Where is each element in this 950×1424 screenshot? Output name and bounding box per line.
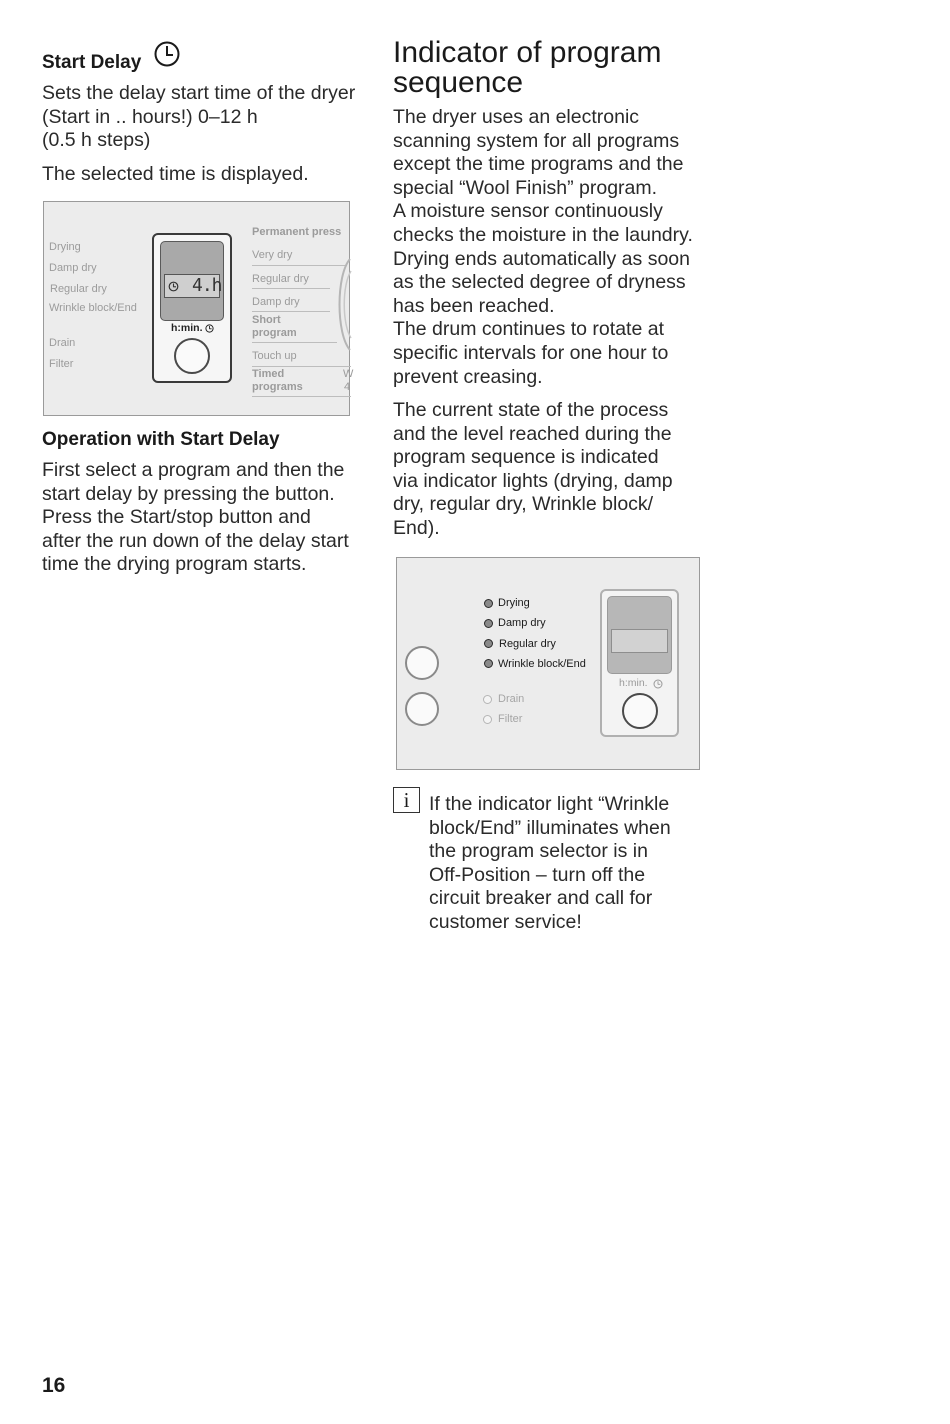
panel1-label-touch-up: Touch up <box>252 350 297 362</box>
indicator-lights-description: The current state of the process and the level reached during the program sequence is indicated via indicator lights (drying, damp dry, regular dry, Wrinkle block/ End). <box>393 399 673 539</box>
panel2-button-upper[interactable] <box>405 646 439 680</box>
display-window <box>160 241 224 321</box>
start-delay-panel-image <box>43 201 354 416</box>
panel2-start-delay-button[interactable] <box>622 693 658 729</box>
lcd-screen <box>164 274 220 298</box>
page-number: 16 <box>42 1374 66 1397</box>
led-drain <box>483 695 492 704</box>
panel1-label-drying: Drying <box>49 241 81 253</box>
panel1-label-programs: programs <box>252 381 303 393</box>
led-label-drain: Drain <box>498 693 525 705</box>
selected-time-text: The selected time is displayed. <box>42 163 309 185</box>
panel1-label-wrinkle-block: Wrinkle block/End <box>49 302 137 314</box>
led-label-wrinkle-block: Wrinkle block/End <box>498 658 586 670</box>
panel1-label-edge-4: 4 <box>344 381 351 393</box>
led-filter <box>483 715 492 724</box>
panel1-label-program: program <box>252 327 297 339</box>
lcd-value: 4.h <box>192 275 222 296</box>
panel1-label-filter: Filter <box>49 358 74 370</box>
led-label-drying: Drying <box>498 597 530 609</box>
panel2-hmin-label: h:min. <box>619 677 648 689</box>
lcd-clock-icon <box>168 281 179 292</box>
panel1-label-permanent-press: Permanent press <box>252 226 342 238</box>
section-heading: Indicator of program sequence <box>393 36 662 99</box>
info-icon: i <box>393 787 420 813</box>
start-delay-heading: Start Delay <box>42 52 142 73</box>
panel1-label-drain: Drain <box>49 337 76 349</box>
panel1-label-short: Short <box>252 314 281 326</box>
led-label-filter: Filter <box>498 713 523 725</box>
operation-description: First select a program and then the start delay by pressing the button. Press the Start/stop button and after the run down of the delay start time the drying program starts. <box>42 459 349 576</box>
led-damp-dry <box>484 619 493 628</box>
panel1-label-very-dry: Very dry <box>252 249 293 261</box>
panel2-lcd-screen <box>611 629 668 653</box>
led-label-regular-dry: Regular dry <box>499 638 556 650</box>
panel1-label-regular-dry-right: Regular dry <box>252 273 309 285</box>
display-module <box>152 233 232 383</box>
program-sequence-description: The dryer uses an electronic scanning system for all programs except the time programs and the special “Wool Finish” program. A moisture sensor continuously checks the moisture in the laundry. Drying ends automatically as soon as the selected degree of dryness has been reached. The drum continues to rotate at specific intervals for one hour to prevent creasing. <box>393 106 693 388</box>
panel1-label-edge-w: W <box>343 368 354 380</box>
panel2-display-window <box>607 596 672 674</box>
panel1-label-damp-dry: Damp dry <box>49 262 97 274</box>
panel1-label-damp-dry-right: Damp dry <box>252 296 300 308</box>
led-regular-dry <box>484 639 493 648</box>
hmin-clock-icon <box>205 324 214 333</box>
panel2-button-lower[interactable] <box>405 692 439 726</box>
operation-heading: Operation with Start Delay <box>42 429 280 450</box>
panel2-display-module <box>600 589 679 737</box>
program-selector-dial-edge <box>330 257 351 352</box>
panel1-label-timed: Timed <box>252 368 285 380</box>
panel1-label-regular-dry: Regular dry <box>50 283 107 295</box>
led-label-damp-dry: Damp dry <box>498 617 546 629</box>
indicator-panel-image <box>396 557 700 770</box>
led-drying <box>484 599 493 608</box>
panel2-hmin-clock-icon <box>653 679 663 689</box>
clock-icon <box>153 40 181 68</box>
start-delay-description: Sets the delay start time of the dryer (Start in .. hours!) 0–12 h (0.5 h steps) <box>42 82 356 152</box>
hmin-label: h:min. <box>171 322 203 334</box>
start-delay-button[interactable] <box>174 338 210 374</box>
led-wrinkle-block <box>484 659 493 668</box>
info-note-text: If the indicator light “Wrinkle block/End” illuminates when the program selector is in Off-Position – turn off the circuit breaker and call for customer service! <box>429 793 671 933</box>
